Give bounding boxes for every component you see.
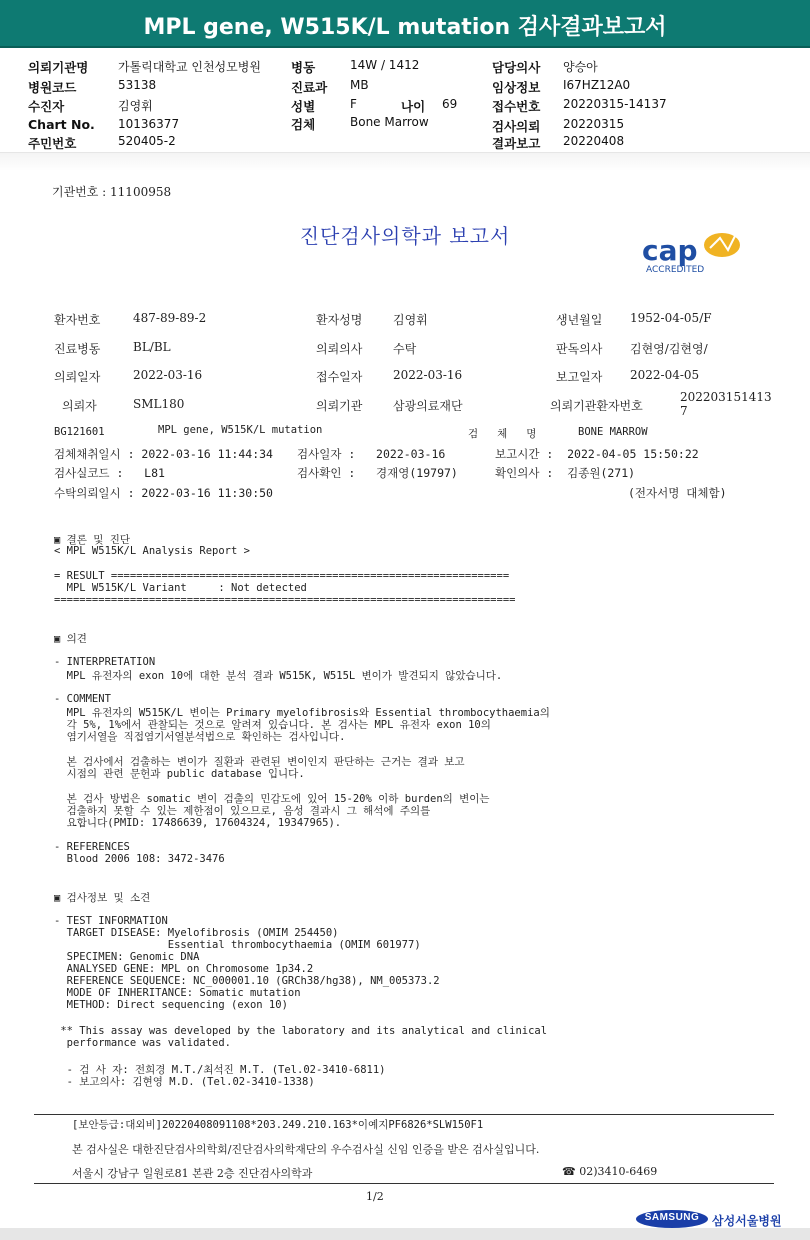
cell-label: 접수일자 (316, 370, 363, 384)
cap-text: cap (642, 234, 698, 267)
cell-value: 2022-03-16 (393, 368, 463, 382)
test-name: MPL gene, W515K/L mutation (158, 424, 323, 436)
report-date-label: 결과보고 (492, 136, 541, 151)
body-line: - 검 사 자: 전희경 M.T./최석진 M.T. (Tel.02-3410-6811) (54, 1064, 386, 1076)
request-time: 수탁의뢰일시 : 2022-03-16 11:30:50 (54, 486, 273, 500)
ssn-label: 주민번호 (28, 136, 77, 151)
body-line: MPL 유전자의 W515K/L 변이는 Primary myelofibrosis와 Essential thrombocythaemia의 (54, 707, 550, 719)
body-line: - INTERPRETATION (54, 656, 156, 668)
footer-divider (34, 1114, 774, 1115)
page-number: 1/2 (366, 1190, 384, 1203)
section-heading: ▣ 검사정보 및 소견 (54, 892, 151, 904)
body-line: 검출하지 못할 수 있는 제한점이 있으므로, 음성 결과시 그 해석에 주의를 (54, 805, 431, 817)
ward-label: 병동 (291, 60, 316, 75)
section-heading: ▣ 결론 및 진단 (54, 534, 131, 546)
lab-room-code: 검사실코드 : L81 (54, 466, 165, 480)
sex-label: 성별 (291, 99, 316, 114)
section-heading: ▣ 의견 (54, 633, 87, 645)
body-line: 요합니다(PMID: 17486639, 17604324, 19347965). (54, 817, 342, 829)
chart-value: 10136377 (118, 117, 180, 131)
cell-value: 202203151413 (680, 390, 772, 404)
ssn-value: 520405-2 (118, 134, 176, 148)
req-label: 검사의뢰 (492, 119, 541, 134)
report-banner-title: MPL gene, W515K/L mutation 검사결과보고서 (0, 0, 810, 48)
clinical-value: I67HZ12A0 (563, 78, 631, 92)
security-line: [보안등급:대외비]20220408091108*203.249.210.163*이예지PF6826*SLW150F1 (72, 1119, 484, 1131)
page-top-shadow (0, 152, 810, 171)
cell-label: 생년월일 (556, 313, 603, 327)
doctor-value: 양승아 (563, 60, 598, 74)
samsung-logo-text: SAMSUNG (644, 1212, 700, 1223)
cell-label: 의뢰일자 (54, 370, 101, 384)
report-title: 진단검사의학과 보고서 (299, 224, 511, 248)
body-line: SPECIMEN: Genomic DNA (54, 951, 200, 963)
certification-text: 본 검사실은 대한진단검사의학회/진단검사의학재단의 우수검사실 신임 인증을 받은 검사실입니다. (72, 1143, 540, 1156)
cell-value: SML180 (133, 397, 185, 411)
chart-label: Chart No. (28, 117, 95, 132)
result-rule: = RESULT =============================================================== (54, 570, 510, 582)
body-line: - REFERENCES (54, 841, 130, 853)
report-time: 보고시간 : 2022-04-05 15:50:22 (495, 447, 699, 461)
test-code: BG121601 (54, 426, 105, 438)
cap-accredited-text: ACCREDITED (646, 265, 705, 275)
patient-label: 수진자 (28, 99, 65, 114)
body-line: MODE OF INHERITANCE: Somatic mutation (54, 987, 301, 999)
collect-time: 검체채취일시 : 2022-03-16 11:44:34 (54, 447, 273, 461)
dept-label: 진료과 (291, 80, 328, 95)
body-line: performance was validated. (54, 1037, 232, 1049)
hosp-code-label: 병원코드 (28, 80, 77, 95)
cell-value: 2022-04-05 (630, 368, 700, 382)
cell-value: 김현영/김현영/ (630, 342, 708, 356)
body-line: ANALYSED GENE: MPL on Chromosome 1p34.2 (54, 963, 314, 975)
body-line: < MPL W515K/L Analysis Report > (54, 545, 250, 557)
body-line: 본 검사에서 검출하는 변이가 질환과 관련된 변이인지 판단하는 근거는 결과 보고 (54, 756, 465, 768)
institution-number: 기관번호 : 11100958 (52, 185, 172, 199)
e-signature-note: (전자서명 대체함) (628, 486, 727, 500)
specimen-name-value: BONE MARROW (578, 426, 648, 438)
cell-value: 487-89-89-2 (133, 311, 207, 325)
lab-phone: ☎ 02)3410-6469 (562, 1165, 658, 1178)
cell-value: 수탁 (393, 342, 417, 356)
body-line: 시점의 관련 문헌과 public database 입니다. (54, 768, 305, 780)
received-label: 접수번호 (492, 99, 541, 114)
body-line: METHOD: Direct sequencing (exon 10) (54, 999, 288, 1011)
specimen-value: Bone Marrow (350, 115, 429, 129)
received-value: 20220315-14137 (563, 97, 667, 111)
req-value: 20220315 (563, 117, 625, 131)
result-rule: ========================================================================= (54, 594, 516, 606)
cell-label: 보고일자 (556, 370, 603, 384)
age-label: 나이 (401, 99, 426, 114)
result-line: MPL W515K/L Variant : Not detected (54, 582, 307, 594)
cell-label: 판독의사 (556, 342, 603, 356)
sex-value: F (350, 97, 357, 111)
body-line: REFERENCE SEQUENCE: NC_000001.10 (GRCh38/hg38), NM_005373.2 (54, 975, 440, 987)
body-line: 각 5%, 1%에서 관찰되는 것으로 알려져 있습니다. 본 검사는 MPL 유전자 exon 10의 (54, 719, 491, 731)
body-line: - 보고의사: 김현영 M.D. (Tel.02-3410-1338) (54, 1076, 315, 1088)
age-value: 69 (442, 97, 458, 111)
cell-value: BL/BL (133, 340, 171, 354)
patient-value: 김영휘 (118, 99, 153, 113)
lab-address: 서울시 강남구 일원로81 본관 2층 진단검사의학과 (72, 1167, 313, 1180)
body-line: 본 검사 방법은 somatic 변이 검출의 민감도에 있어 15-20% 이하 burden의 변이는 (54, 793, 490, 805)
cell-label: 의뢰기관환자번호 (550, 399, 643, 413)
cell-label: 환자성명 (316, 313, 363, 327)
body-line: ** This assay was developed by the laboratory and its analytical and clinical (54, 1025, 548, 1037)
confirm-doctor: 확인의사 : 김종원(271) (495, 466, 636, 480)
cell-label: 진료병동 (54, 342, 101, 356)
cell-value: 삼광의료재단 (393, 399, 463, 413)
dept-value: MB (350, 78, 369, 92)
page-bottom-bar (0, 1228, 810, 1240)
cell-label: 의뢰의사 (316, 342, 363, 356)
ward-value: 14W / 1412 (350, 58, 420, 72)
org-value: 가톨릭대학교 인천성모병원 (118, 60, 261, 74)
specimen-name-label: 검 체 명 (468, 428, 537, 440)
doctor-label: 담당의사 (492, 60, 541, 75)
test-confirm: 검사확인 : 경재영(19797) (297, 466, 458, 480)
cap-accredited-logo (640, 228, 752, 278)
body-line: MPL 유전자의 exon 10에 대한 분석 결과 W515K, W515L 변이가 발견되지 않았습니다. (54, 670, 503, 682)
cell-label: 의뢰자 (62, 399, 97, 413)
footer-divider-bottom (34, 1183, 774, 1184)
body-line: TARGET DISEASE: Myelofibrosis (OMIM 254450) (54, 927, 339, 939)
cell-label: 의뢰기관 (316, 399, 363, 413)
org-label: 의뢰기관명 (28, 60, 89, 75)
cell-value: 김영휘 (393, 313, 428, 327)
cell-value-continued: 7 (680, 404, 688, 418)
samsung-logo (636, 1210, 708, 1228)
body-line: 염기서열을 직접염기서열분석법으로 확인하는 검사입니다. (54, 731, 346, 743)
hosp-code-value: 53138 (118, 78, 157, 92)
body-line: - TEST INFORMATION (54, 915, 168, 927)
cell-label: 환자번호 (54, 313, 101, 327)
test-date: 검사일자 : 2022-03-16 (297, 447, 446, 461)
body-line: Blood 2006 108: 3472-3476 (54, 853, 225, 865)
cell-value: 1952-04-05/F (630, 311, 712, 325)
body-line: - COMMENT (54, 693, 111, 705)
hospital-name: 삼성서울병원 (712, 1214, 782, 1228)
report-date-value: 20220408 (563, 134, 625, 148)
cell-value: 2022-03-16 (133, 368, 203, 382)
specimen-label: 검체 (291, 117, 316, 132)
clinical-label: 임상정보 (492, 80, 541, 95)
body-line: Essential thrombocythaemia (OMIM 601977) (54, 939, 421, 951)
